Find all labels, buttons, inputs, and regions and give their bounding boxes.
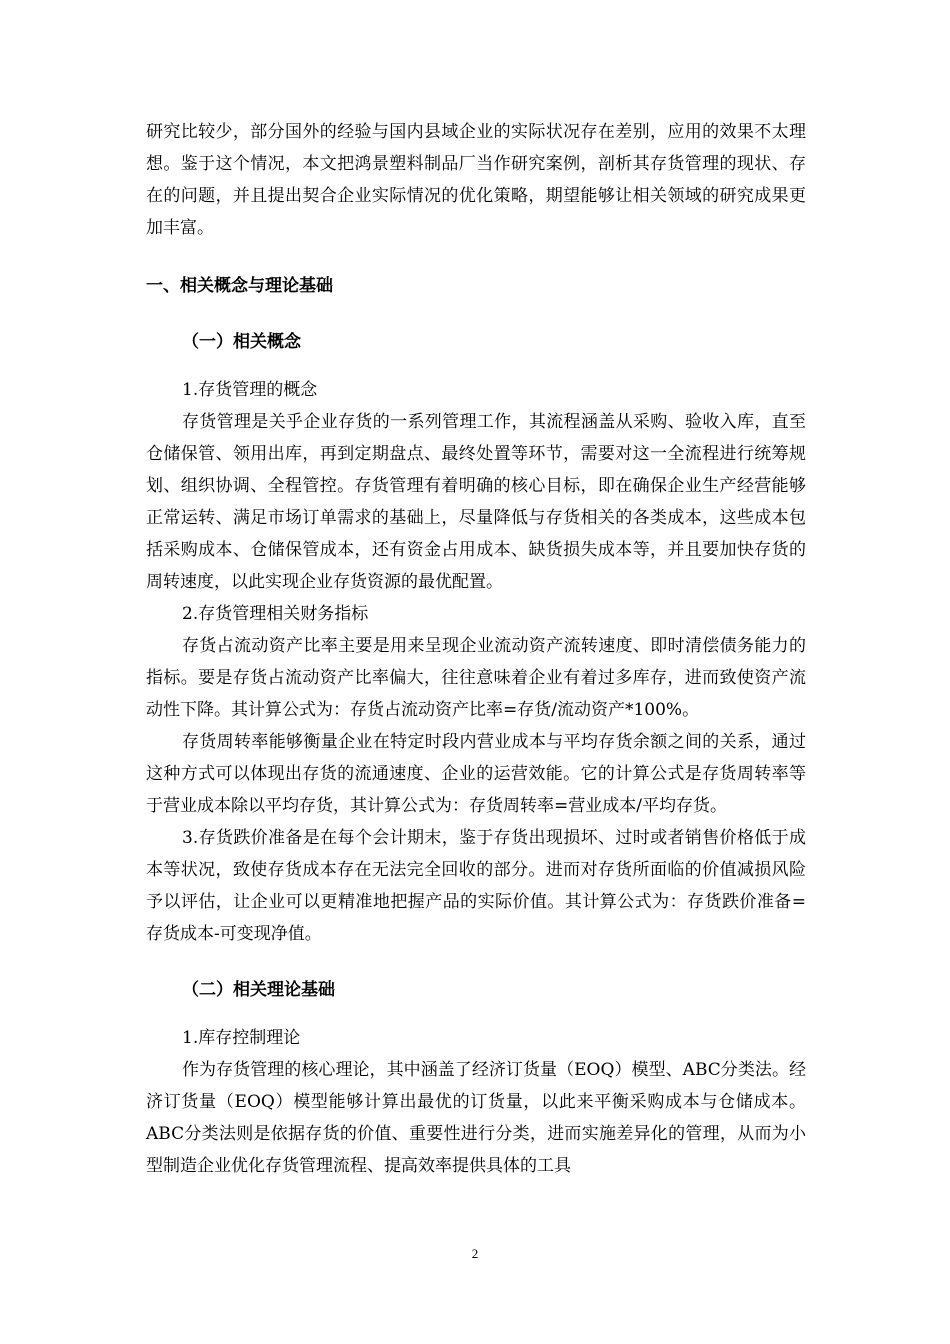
theory-body-1: 作为存货管理的核心理论，其中涵盖了经济订货量（EOQ）模型、ABC分类法。经济订货量（EOQ）模型能够计算出最优的订货量，以此来平衡采购成本与仓储成本。ABC分类法则是依据存货的价值、重要性进行分类，进而实施差异化的管理，从而为小型制造企业优化存货管理流程、提高效率提供具体的工具 [146, 1060, 806, 1176]
theory-title-1: 1.库存控制理论 [182, 1028, 301, 1048]
item-body-1: 存货管理是关乎企业存货的一系列管理工作，其流程涵盖从采购、验收入库，直至仓储保管、领用出库，再到定期盘点、最终处置等环节，需要对这一全流程进行统筹规划、组织协调、全程管控。存货管理有着明确的核心目标，即在确保企业生产经营能够正常运转、满足市场订单需求的基础上，尽量降低与存货相关的各类成本，这些成本包括采购成本、仓储保管成本，还有资金占用成本、缺货损失成本等，并且要加快存货的周转速度，以此实现企业存货资源的最优配置。 [146, 412, 806, 592]
section-heading-1: 一、相关概念与理论基础 [146, 276, 333, 296]
document-body [146, 116, 806, 1182]
item-title-2: 2.存货管理相关财务指标 [182, 604, 369, 624]
item-body-2a: 存货占流动资产比率主要是用来呈现企业流动资产流转速度、即时清偿债务能力的指标。要是存货占流动资产比率偏大，往往意味着企业有着过多库存，进而致使资产流动性下降。其计算公式为：存货占流动资产比率=存货/流动资产*100%。 [146, 636, 806, 720]
intro-paragraph: 研究比较少，部分国外的经验与国内县域企业的实际状况存在差别，应用的效果不太理想。鉴于这个情况，本文把鸿景塑料制品厂当作研究案例，剖析其存货管理的现状、存在的问题，并且提出契合企业实际情况的优化策略，期望能够让相关领域的研究成果更加丰富。 [146, 122, 806, 238]
item-body-2b: 存货周转率能够衡量企业在特定时段内营业成本与平均存货余额之间的关系，通过这种方式可以体现出存货的流通速度、企业的运营效能。它的计算公式是存货周转率等于营业成本除以平均存货，其计算公式为：存货周转率=营业成本/平均存货。 [146, 732, 806, 816]
page-number: 2 [471, 1246, 479, 1261]
subsection-heading-1: （一）相关概念 [182, 332, 301, 352]
item-title-1: 1.存货管理的概念 [182, 380, 318, 400]
subsection-heading-2: （二）相关理论基础 [182, 980, 335, 1000]
item-body-3: 3.存货跌价准备是在每个会计期末，鉴于存货出现损坏、过时或者销售价格低于成本等状况，致使存货成本存在无法完全回收的部分。进而对存货所面临的价值减损风险予以评估，让企业可以更精准地把握产品的实际价值。其计算公式为：存货跌价准备=存货成本-可变现净值。 [146, 828, 806, 944]
